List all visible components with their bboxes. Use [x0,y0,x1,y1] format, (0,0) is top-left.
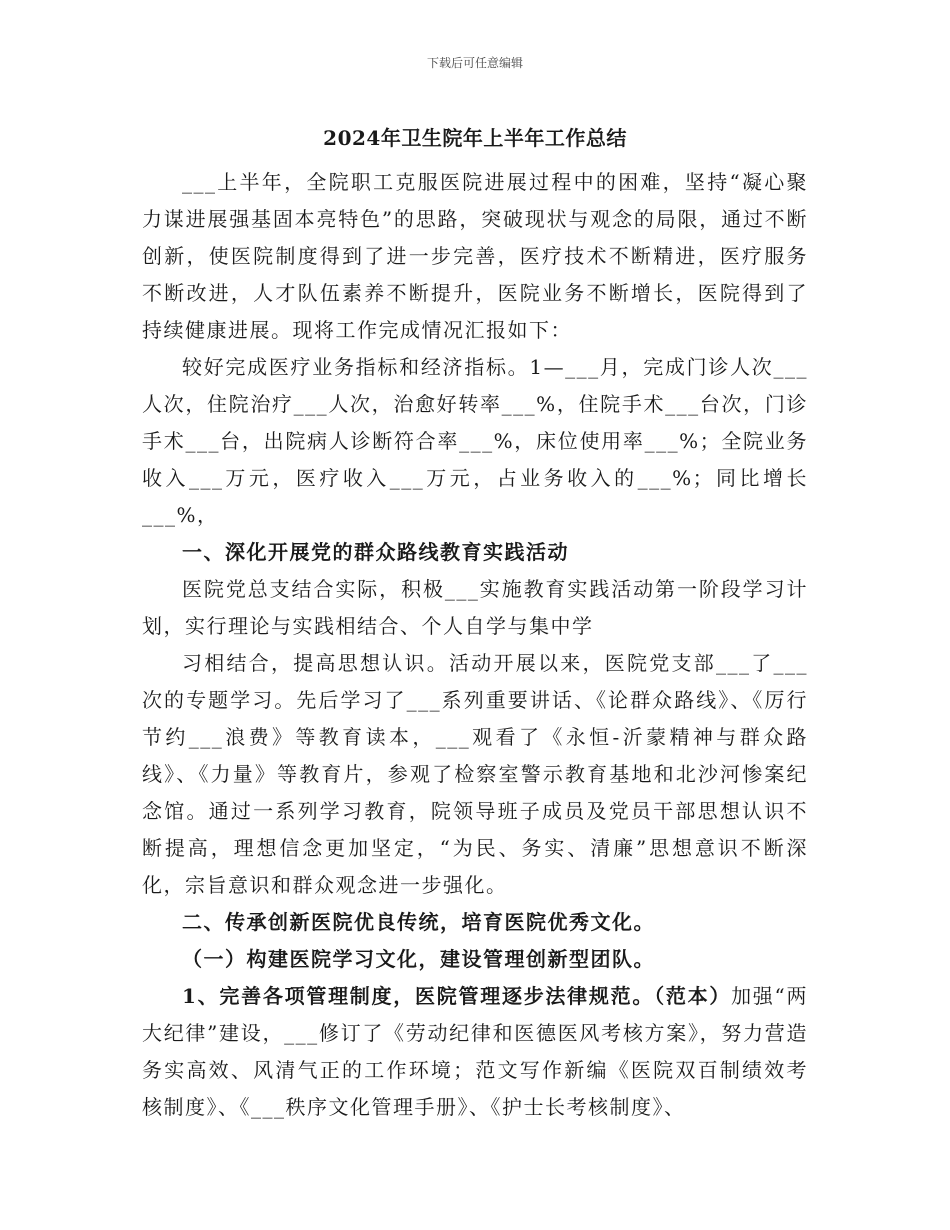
section-2-heading: 二、传承创新医院优良传统，培育医院优秀文化。 [182,910,655,934]
item-1-paragraph [142,978,808,1126]
indicators-paragraph: 较好完成医疗业务指标和经济指标。1—___月，完成门诊人次___人次，住院治疗___人次，治愈好转率___%，住院手术___台次，门诊手术___台，出院病人诊断符合率___%，床位使用率___%；全院业务收入___万元，医疗收入___万元，占业务收入的___%；同比增长___%， [142,355,808,527]
section-1-heading: 一、深化开展党的群众路线教育实践活动 [182,540,569,564]
document-title: 2024年卫生院年上半年工作总结 [323,126,627,150]
item-1-lead: 1、完善各项管理制度，医院管理逐步法律规范。（范本） [182,984,732,1008]
intro-paragraph: ___上半年，全院职工克服医院进展过程中的困难，坚持“凝心聚力谋进展强基固本亮特色”的思路，突破现状与观念的局限，通过不断创新，使医院制度得到了进一步完善，医疗技术不断精进，医疗服务不断改进，人才队伍素养不断提升，医院业务不断增长，医院得到了持续健康进展。现将工作完成情况汇报如下： [142,170,808,342]
section-1-paragraph-2: 习相结合，提高思想认识。活动开展以来，医院党支部___了___次的专题学习。先后学习了___系列重要讲话、《论群众路线》、《厉行节约___浪费》等教育读本，___观看了《永恒-沂蒙精神与群众路线》、《力量》等教育片，参观了检察室警示教育基地和北沙河惨案纪念馆。通过一系列学习教育，院领导班子成员及党员干部思想认识不断提高，理想信念更加坚定，“为民、务实、清廉”思想意识不断深化，宗旨意识和群众观念进一步强化。 [142,651,808,897]
document-body [142,164,808,1126]
section-1-paragraph-1: 医院党总支结合实际，积极___实施教育实践活动第一阶段学习计划，实行理论与实践相结合、个人自学与集中学 [142,577,808,638]
page-header-note: 下载后可任意编辑 [426,56,523,70]
item-1-text: 加强“两大纪律”建设，___修订了《劳动纪律和医德医风考核方案》，努力营造务实高效、风清气正的工作环境；范文写作新编《医院双百制绩效考核制度》、《___秩序文化管理手册》、《护士长考核制度》、 [142,984,808,1119]
section-2-subheading-1: （一）构建医院学习文化，建设管理创新型团队。 [182,947,655,971]
